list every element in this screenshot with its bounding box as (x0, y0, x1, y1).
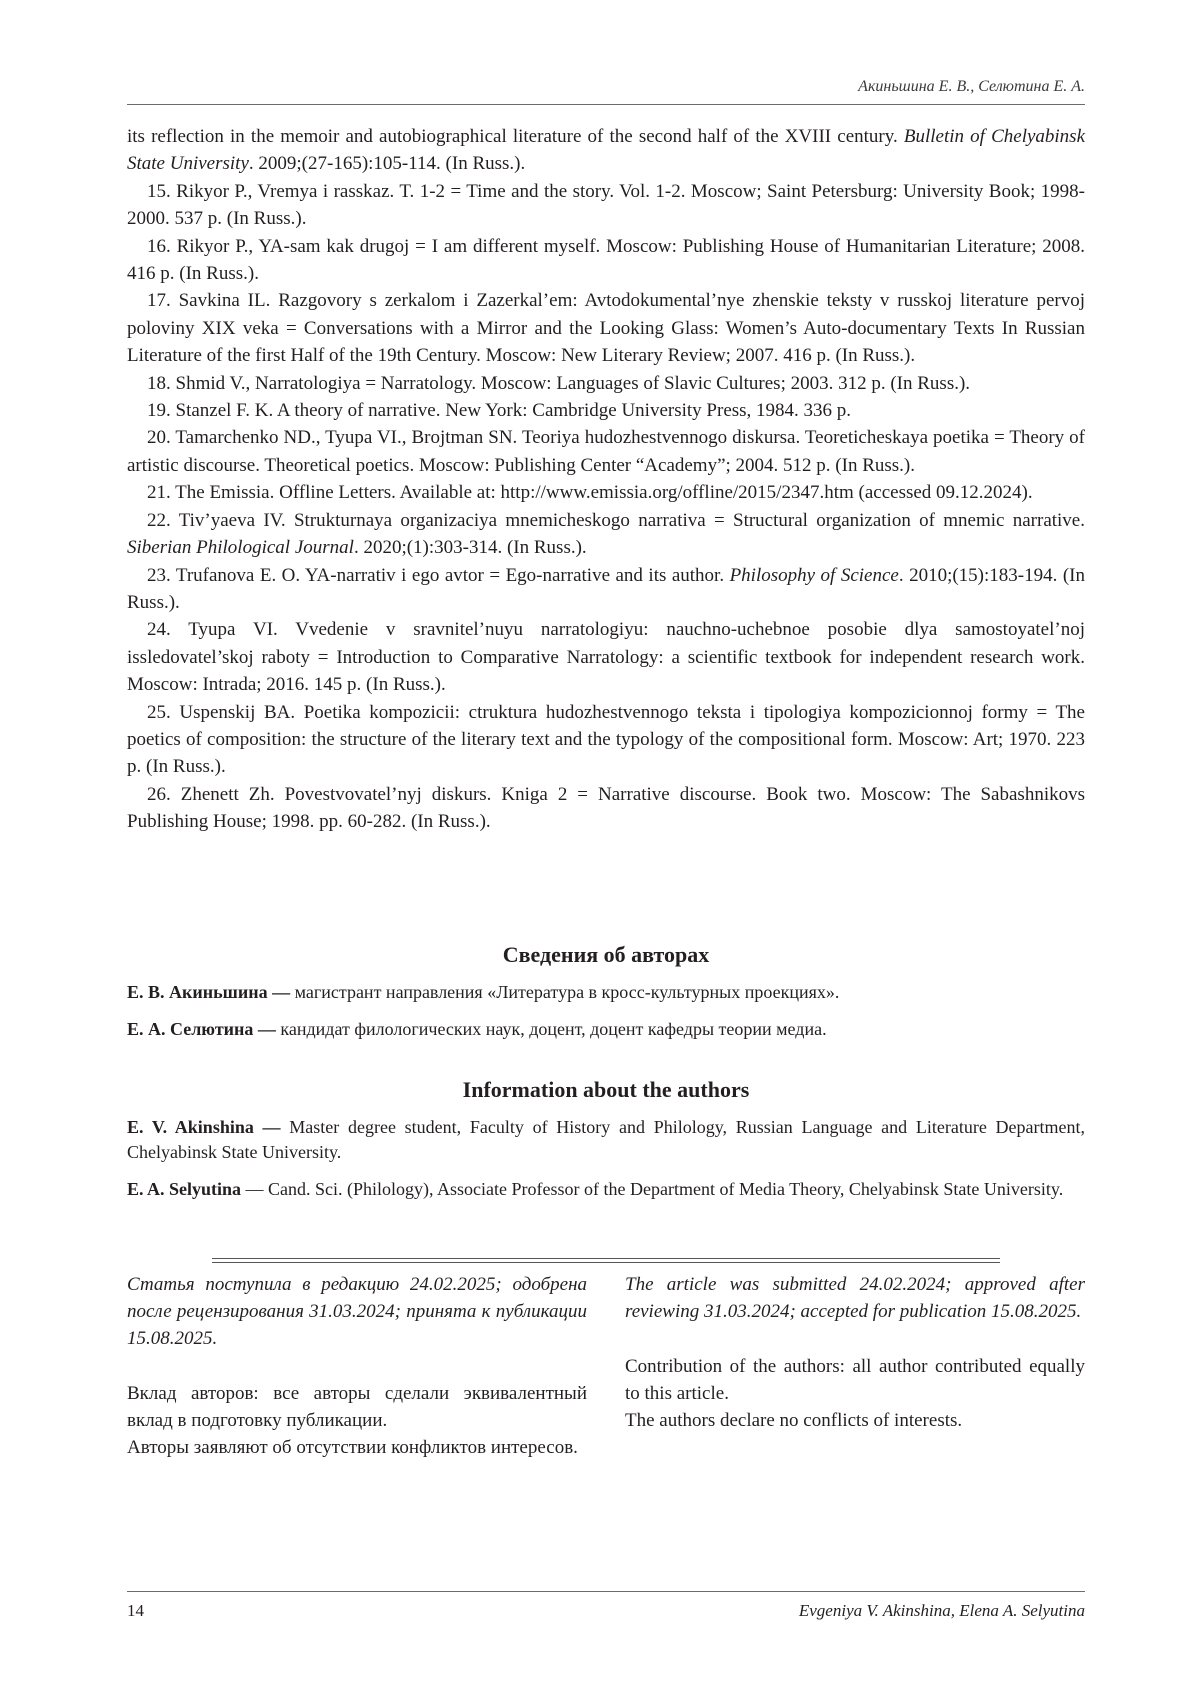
reference-25: 25. Uspenskij BA. Poetika kompozicii: ctruktura hudozhestvennogo teksta i tipologiya kompozicionnoj formy = The poetics of composition: the structure of the literary text and the typology of the compositional form. Moscow: Art; 1970. 223 p. (In Russ.). (127, 701, 1085, 778)
reference-15: 15. Rikyor P., Vremya i rasskaz. T. 1-2 = Time and the story. Vol. 1-2. Moscow; Saint Petersburg: University Book; 1998-2000. 537 p. (In Russ.). (127, 180, 1085, 230)
author-2-en: E. A. Selyutina — Cand. Sci. (Philology), Associate Professor of the Department of Media Theory, Chelyabinsk State University. (127, 1179, 1064, 1199)
conflicts-en: The authors declare no conflicts of interests. (625, 1410, 963, 1431)
footer-rule (127, 1591, 1085, 1592)
reference-24: 24. Tyupa VI. Vvedenie v sravnitel’nuyu narratologiyu: nauchno-uchebnoe posobie dlya samostoyatel’noj issledovatel’skoj raboty = Introduction to Comparative Narratology: a scientific textbook for independent research work. Moscow: Intrada; 2016. 145 p. (In Russ.). (127, 619, 1085, 696)
article-notes (127, 1271, 1085, 1461)
reference-20: 20. Tamarchenko ND., Tyupa VI., Brojtman SN. Teoriya hudozhestvennogo diskursa. Teoreticheskaya poetika = Theory of artistic discourse. Theoretical poetics. Moscow: Publishing Center “Academy”; 2004. 512 p. (In Russ.). (127, 427, 1085, 476)
authors-info-ru (127, 942, 1085, 1054)
submission-dates-en: The article was submitted 24.02.2024; approved after reviewing 31.03.2024; accepted for publication 15.08.2025. (625, 1274, 1085, 1322)
author-1-ru: Е. В. Акиньшина — магистрант направления «Литература в кросс-культурных проекциях». (127, 982, 840, 1002)
contribution-en: Contribution of the authors: all author contributed equally to this article. (625, 1356, 1085, 1404)
notes-column-en (625, 1271, 1085, 1461)
reference-19: 19. Stanzel F. K. A theory of narrative. New York: Cambridge University Press, 1984. 336 p. (147, 400, 852, 422)
reference-26: 26. Zhenett Zh. Povestvovatel’nyj diskurs. Kniga 2 = Narrative discourse. Book two. Moscow: The Sabashnikovs Publishing House; 1998. pp. 60-282. (In Russ.). (127, 783, 1085, 833)
reference-18: 18. Shmid V., Narratologiya = Narratology. Moscow: Languages of Slavic Cultures; 2003. 312 p. (In Russ.). (147, 372, 971, 394)
reference-continuation: its reflection in the memoir and autobiographical literature of the second half of the XVIII century. Bulletin of Chelyabinsk State University. 2009;(27-165):105-114. (In Russ.). (127, 126, 1086, 175)
reference-23: 23. Trufanova E. O. YA-narrativ i ego avtor = Ego-narrative and its author. Philosophy of Science. 2010;(15):183-194. (In Russ.). (127, 564, 1086, 613)
footer-authors: Evgeniya V. Akinshina, Elena A. Selyutina (798, 1601, 1085, 1620)
notes-column-ru (127, 1271, 587, 1461)
author-1-en: E. V. Akinshina — Master degree student, Faculty of History and Philology, Russian Language and Literature Department, Chelyabinsk State University. (127, 1117, 1085, 1162)
page-number: 14 (127, 1601, 144, 1620)
authors-heading-ru: Сведения об авторах (502, 942, 710, 967)
contribution-ru: Вклад авторов: все авторы сделали эквивалентный вклад в подготовку публикации. (127, 1383, 587, 1431)
reference-16: 16. Rikyor P., YA-sam kak drugoj = I am different myself. Moscow: Publishing House of Humanitarian Literature; 2008. 416 p. (In Russ.). (127, 235, 1085, 285)
reference-17: 17. Savkina IL. Razgovory s zerkalom i Zazerkal’em: Avtodokumental’nye zhenskie teksty v russkoj literature pervoj poloviny XIX veka = Conversations with a Mirror and the Looking Glass: Women’s Auto-documentary Texts In Russian Literature of the first Half of the 19th Century. Moscow: New Literary Review; 2007. 416 p. (In Russ.). (127, 290, 1085, 367)
submission-dates-ru: Статья поступила в редакцию 24.02.2025; одобрена после рецензирования 31.03.2024; принята к публикации 15.08.2025. (127, 1274, 587, 1349)
double-rule-divider (212, 1258, 1000, 1263)
conflicts-ru: Авторы заявляют об отсутствии конфликтов интересов. (127, 1437, 578, 1458)
reference-22: 22. Tiv’yaeva IV. Strukturnaya organizaciya mnemicheskogo narrativa = Structural organization of mnemic narrative. Siberian Philological Journal. 2020;(1):303-314. (In Russ.). (127, 509, 1085, 559)
reference-21: 21. The Emissia. Offline Letters. Available at: http://www.emissia.org/offline/2015/2347.htm (accessed 09.12.2024). (147, 482, 1033, 504)
running-head: Акиньшина Е. В., Селютина Е. А. (858, 78, 1085, 95)
author-2-ru: Е. А. Селютина — кандидат филологических наук, доцент, доцент кафедры теории медиа. (127, 1019, 827, 1039)
authors-info-en (127, 1077, 1085, 1214)
header-rule (127, 104, 1085, 105)
authors-heading-en: Information about the authors (462, 1077, 750, 1102)
reference-list (127, 123, 1085, 836)
